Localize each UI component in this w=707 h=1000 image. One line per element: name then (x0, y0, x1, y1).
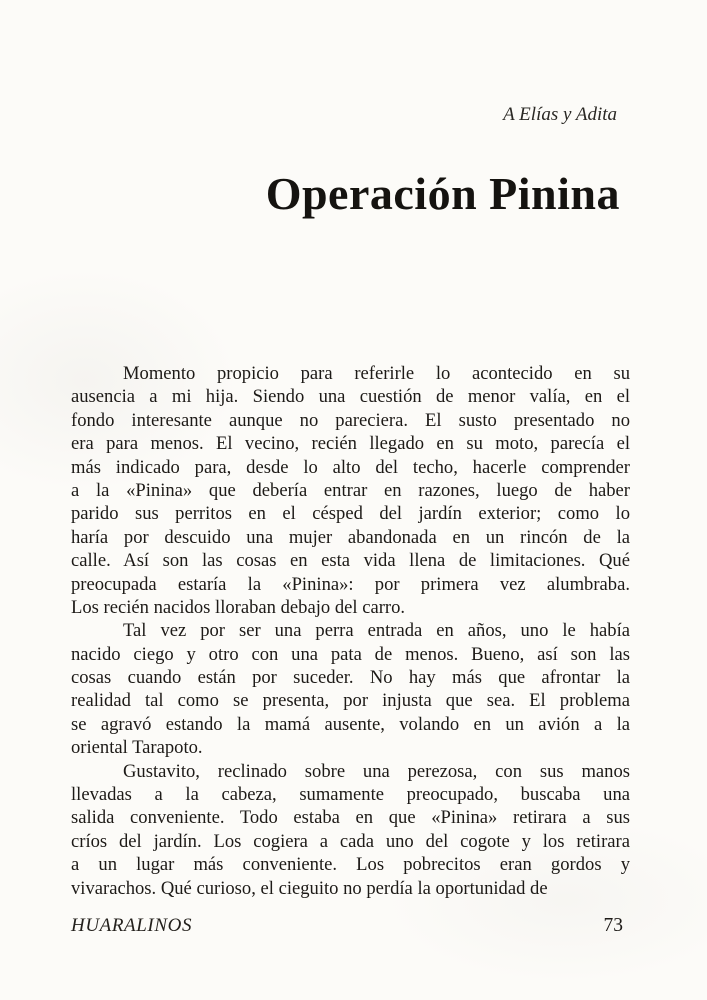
paragraph (71, 760, 630, 900)
text-line: Momento propicio para referirle lo acontecido en su (123, 363, 630, 384)
text-line: calle. Así son las cosas en esta vida llena de limitaciones. Qué (71, 550, 630, 572)
text-line: más indicado para, desde lo alto del techo, hacerle comprender (71, 456, 630, 478)
text-line: nacido ciego y otro con una pata de menos. Bueno, así son las (71, 643, 630, 665)
text-line: Tal vez por ser una perra entrada en años, uno le había (123, 620, 630, 642)
text-line: fondo interesante aunque no pareciera. El susto presentado no (71, 409, 630, 431)
body-text (71, 362, 630, 900)
page-footer (71, 915, 623, 937)
text-line: haría por descuido una mujer abandonada en un rincón de la (71, 526, 630, 548)
text-line: llevadas a la cabeza, sumamente preocupado, buscaba una (71, 784, 630, 806)
text-line: a la «Pinina» que debería entrar en razones, luego de haber (71, 479, 630, 501)
text-line: ausencia a mi hija. Siendo una cuestión de menor valía, en el (71, 386, 630, 408)
text-line: oriental Tarapoto. (71, 737, 203, 759)
text-line: parido sus perritos en el césped del jardín exterior; como lo (71, 503, 630, 525)
text-line: a un lugar más conveniente. Los pobrecitos eran gordos y (71, 854, 630, 876)
text-line: preocupada estaría la «Pinina»: por primera vez alumbraba. (71, 573, 630, 595)
text-line: críos del jardín. Los cogiera a cada uno del cogote y los retirara (71, 830, 630, 852)
paragraph (71, 362, 630, 619)
text-line: cosas cuando están por suceder. No hay más que afrontar la (71, 667, 630, 689)
text-line: Los recién nacidos lloraban debajo del carro. (71, 596, 406, 618)
text-line: era para menos. El vecino, recién llegado en su moto, parecía el (71, 433, 630, 455)
page-title: Operación Pinina (265, 168, 620, 219)
dedication: A Elías y Adita (503, 104, 617, 125)
running-title: HUARALINOS (71, 915, 193, 936)
text-line: vivarachos. Qué curioso, el cieguito no perdía la oportunidad de (71, 877, 548, 899)
paragraph (71, 619, 630, 759)
text-line: realidad tal como se presenta, por injusta que sea. El problema (71, 690, 630, 712)
text-line: salida conveniente. Todo estaba en que «Pinina» retirara a sus (71, 807, 630, 829)
text-line: se agravó estando la mamá ausente, volando en un avión a la (71, 713, 630, 735)
page-number: 73 (603, 915, 623, 936)
text-line: Gustavito, reclinado sobre una perezosa, con sus manos (123, 760, 630, 782)
